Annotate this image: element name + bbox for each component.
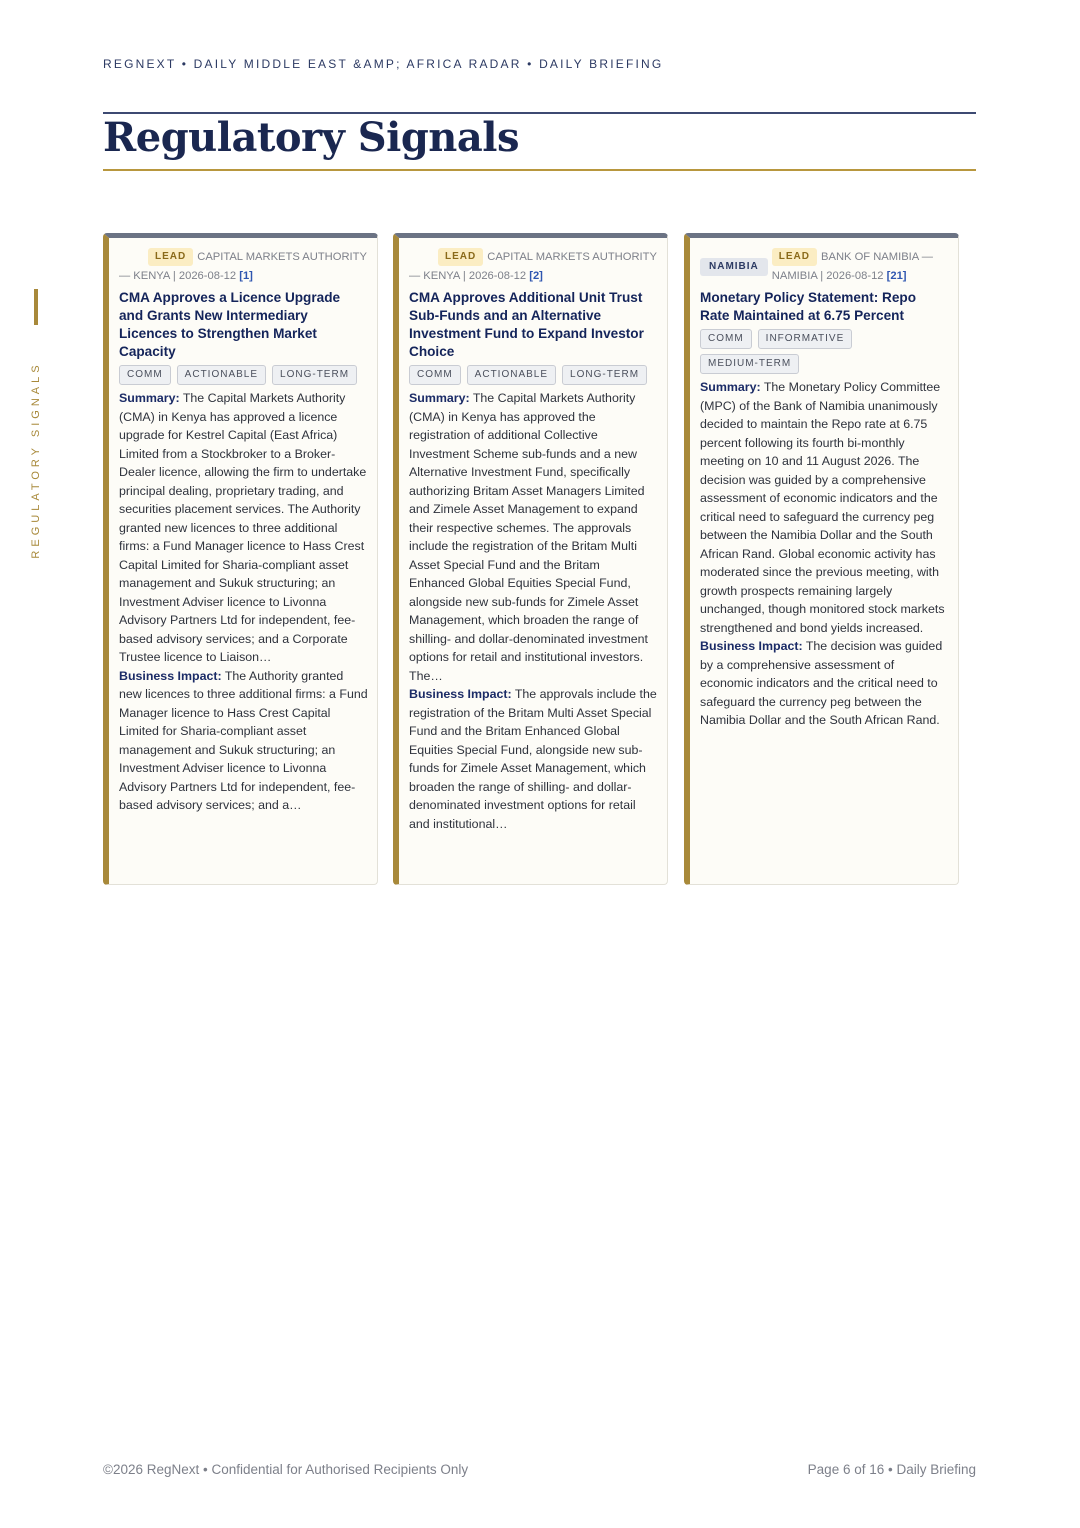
- card-meta: [119, 248, 368, 286]
- side-accent-bar: [34, 289, 38, 325]
- footer-copyright: ©2026 RegNext • Confidential for Authorised Recipients Only: [103, 1462, 469, 1477]
- signal-card: [684, 233, 959, 885]
- citation-link[interactable]: [21]: [886, 270, 907, 282]
- card-tags: [409, 364, 658, 389]
- summary-text: The Monetary Policy Committee (MPC) of the Bank of Namibia unanimously decided to maintain the Repo rate at 6.75 percent following its fourth bi-monthly meeting on 10 and 11 August 2026. The decision was guided by a comprehensive assessment of economic indicators and the critical need to safeguard the currency peg between the Namibia Dollar and the South African Rand. Global economic activity has moderated since the previous meeting, with growth prospects remaining largely unchanged, though monitored stock markets strengthened and bond yields increased.: [700, 380, 945, 635]
- card-source: BANK OF NAMIBIA — NAMIBIA | 2026-08-12: [771, 251, 933, 282]
- tag-chip: ACTIONABLE: [177, 365, 266, 385]
- tag-chip: COMM: [119, 365, 171, 385]
- lead-badge: LEAD: [772, 248, 817, 266]
- tag-chip: ACTIONABLE: [467, 365, 556, 385]
- tag-chip: MEDIUM-TERM: [700, 354, 799, 374]
- impact-label: Business Impact:: [700, 639, 803, 653]
- impact-text: The Authority granted new licences to three additional firms: a Fund Manager licence to Hass Crest Capital Limited for Sharia-compliant asset management and Sukuk structuring; an Investment Adviser licence to Livonna Advisory Partners Ltd for independent, fee-based advisory services; and a…: [119, 668, 368, 812]
- card-title: Monetary Policy Statement: Repo Rate Maintained at 6.75 Percent: [700, 290, 917, 323]
- tag-chip: LONG-TERM: [562, 365, 647, 385]
- card-tags: [700, 328, 949, 378]
- impact-text: The approvals include the registration of the Britam Multi Asset Special Fund and the Britam Enhanced Global Equities Special Fund, alongside new sub-funds for Zimele Asset Management, which broaden the range of shilling- and dollar-denominated investment options for retail and institutional…: [409, 687, 657, 831]
- lead-badge: LEAD: [148, 248, 193, 266]
- side-section-label: REGULATORY SIGNALS: [30, 361, 42, 559]
- card-source: CAPITAL MARKETS AUTHORITY — KENYA | 2026-08-12: [119, 251, 367, 282]
- page-title: Regulatory Signals: [103, 114, 520, 161]
- card-summary: [700, 378, 949, 637]
- country-badge: NAMIBIA: [700, 258, 768, 276]
- summary-text: The Capital Markets Authority (CMA) in Kenya has approved a licence upgrade for Kestrel Capital (East Africa) Limited from a Stockbroker to a Broker-Dealer licence, allowing the firm to undertake principal dealing, proprietary trading, and securities placement services. The Authority granted new licences to three additional firms: a Fund Manager licence to Hass Crest Capital Limited for Sharia-compliant asset management and Sukuk structuring; an Investment Adviser licence to Livonna Advisory Partners Ltd for independent, fee-based advisory services; and a Corporate Trustee licence to Liaison…: [119, 391, 367, 664]
- card-meta: [700, 248, 949, 286]
- citation-link[interactable]: [1]: [239, 270, 253, 282]
- impact-text: The decision was guided by a comprehensive assessment of economic indicators and the critical need to safeguard the currency peg between the Namibia Dollar and the South African Rand.: [700, 639, 943, 727]
- tag-chip: LONG-TERM: [272, 365, 357, 385]
- card-title: CMA Approves a Licence Upgrade and Grants New Intermediary Licences to Strengthen Market Capacity: [119, 290, 341, 359]
- card-meta: [409, 248, 658, 286]
- tag-chip: INFORMATIVE: [758, 329, 853, 349]
- card-impact: [409, 685, 658, 833]
- summary-label: Summary:: [700, 380, 761, 394]
- tag-chip: COMM: [409, 365, 461, 385]
- summary-label: Summary:: [119, 391, 180, 405]
- signal-card: [103, 233, 378, 885]
- impact-label: Business Impact:: [409, 687, 512, 701]
- title-rule-bottom: [103, 169, 976, 171]
- citation-link[interactable]: [2]: [529, 270, 543, 282]
- card-source: CAPITAL MARKETS AUTHORITY — KENYA | 2026-08-12: [409, 251, 657, 282]
- card-summary: [409, 389, 658, 685]
- card-impact: [119, 667, 368, 815]
- lead-badge: LEAD: [438, 248, 483, 266]
- impact-label: Business Impact:: [119, 668, 222, 683]
- card-title: CMA Approves Additional Unit Trust Sub-Funds and an Alternative Investment Fund to Expand Investor Choice: [409, 290, 644, 359]
- card-impact: [700, 637, 949, 730]
- summary-label: Summary:: [409, 391, 470, 405]
- footer-page-number: Page 6 of 16 • Daily Briefing: [807, 1462, 976, 1477]
- signal-card: [393, 233, 668, 885]
- card-tags: [119, 364, 368, 389]
- card-summary: [119, 389, 368, 667]
- tag-chip: COMM: [700, 329, 752, 349]
- running-head: REGNEXT • DAILY MIDDLE EAST &AMP; AFRICA RADAR • DAILY BRIEFING: [103, 57, 664, 71]
- summary-text: The Capital Markets Authority (CMA) in Kenya has approved the registration of additional Collective Investment Scheme sub-funds and a new Alternative Investment Fund, specifically authorizing Britam Asset Managers Limited and Zimele Asset Management to expand their respective schemes. The approvals include the registration of the Britam Multi Asset Special Fund and the Britam Enhanced Global Equities Special Fund, alongside new sub-funds for Zimele Asset Management, which broaden the range of shilling- and dollar-denominated investment options for retail and institutional investors. The…: [409, 391, 648, 683]
